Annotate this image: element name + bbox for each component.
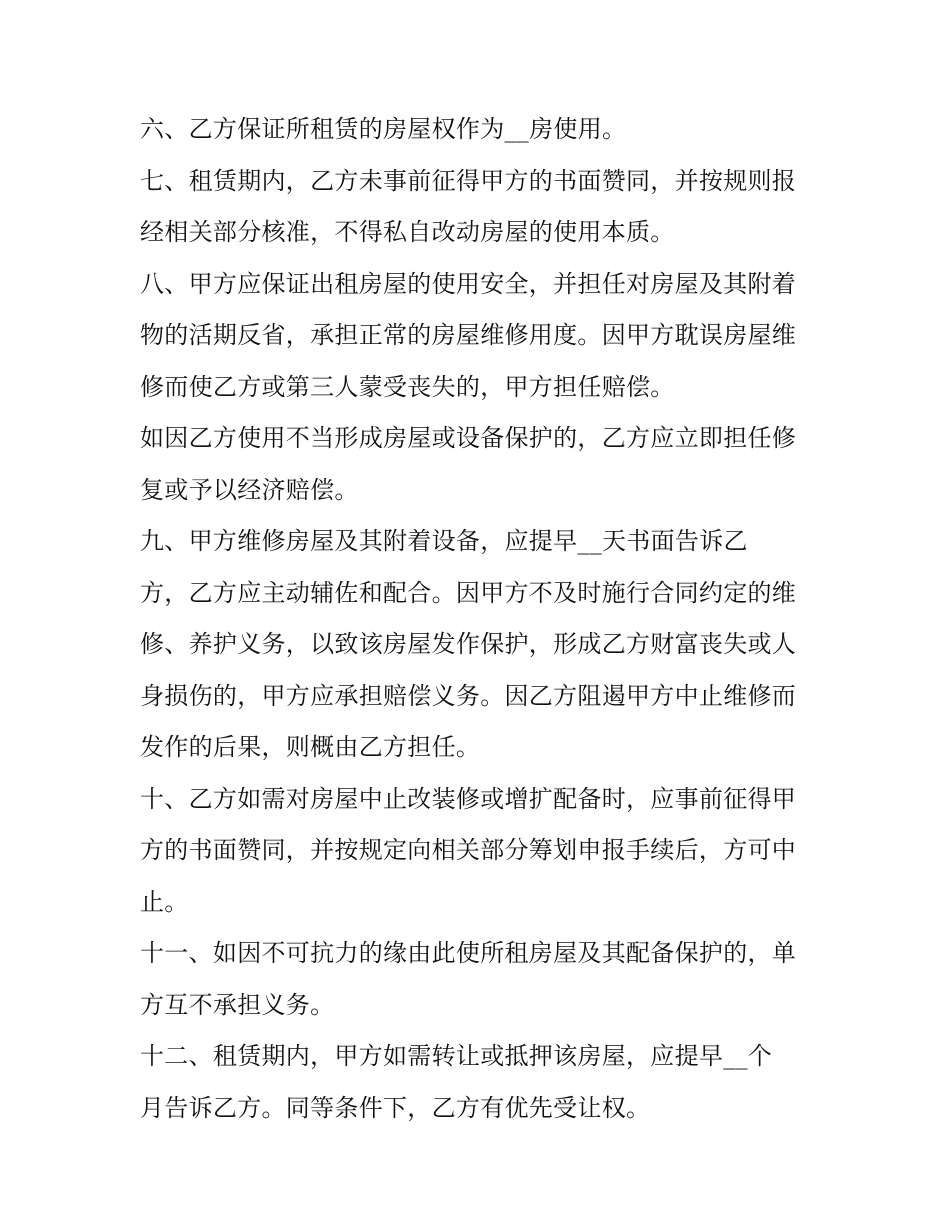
text-line: 十、乙方如需对房屋中止改装修或增扩配备时，应事前征得甲 (140, 784, 797, 813)
text-line: 发作的后果，则概由乙方担任。 (140, 733, 481, 761)
text-line: 月告诉乙方。同等条件下，乙方有优先受让权。 (140, 1093, 651, 1122)
text-line: 方，乙方应主动辅佐和配合。因甲方不及时施行合同约定的维 (140, 578, 797, 607)
text-line: 止。 (140, 887, 189, 916)
text-line: 七、租赁期内，乙方未事前征得甲方的书面赞同，并按规则报 (140, 166, 797, 195)
text-line: 六、乙方保证所租赁的房屋权作为__房使用。 (140, 115, 627, 143)
text-line: 九、甲方维修房屋及其附着设备，应提早__天书面告诉乙 (140, 527, 748, 555)
text-line: 经相关部分核准，不得私自改动房屋的使用本质。 (140, 218, 675, 246)
text-line: 方的书面赞同，并按规定向相关部分筹划申报手续后，方可中 (140, 836, 797, 864)
text-line: 八、甲方应保证出租房屋的使用安全，并担任对房屋及其附着 (140, 269, 797, 298)
text-line: 十二、租赁期内，甲方如需转让或抵押该房屋，应提早__个 (140, 1042, 773, 1070)
text-line: 方互不承担义务。 (140, 990, 335, 1019)
text-line: 物的活期反省，承担正常的房屋维修用度。因甲方耽误房屋维 (140, 321, 797, 349)
text-line: 如因乙方使用不当形成房屋或设备保护的，乙方应立即担任修 (140, 424, 797, 452)
text-line: 十一、如因不可抗力的缘由此使所租房屋及其配备保护的，单 (140, 939, 797, 967)
text-line: 复或予以经济赔偿。 (140, 475, 359, 504)
text-line: 修而使乙方或第三人蒙受丧失的，甲方担任赔偿。 (140, 372, 675, 401)
text-line: 身损伤的，甲方应承担赔偿义务。因乙方阻遏甲方中止维修而 (140, 681, 797, 710)
text-line: 修、养护义务，以致该房屋发作保护，形成乙方财富丧失或人 (140, 630, 797, 658)
document-body (140, 104, 830, 1134)
